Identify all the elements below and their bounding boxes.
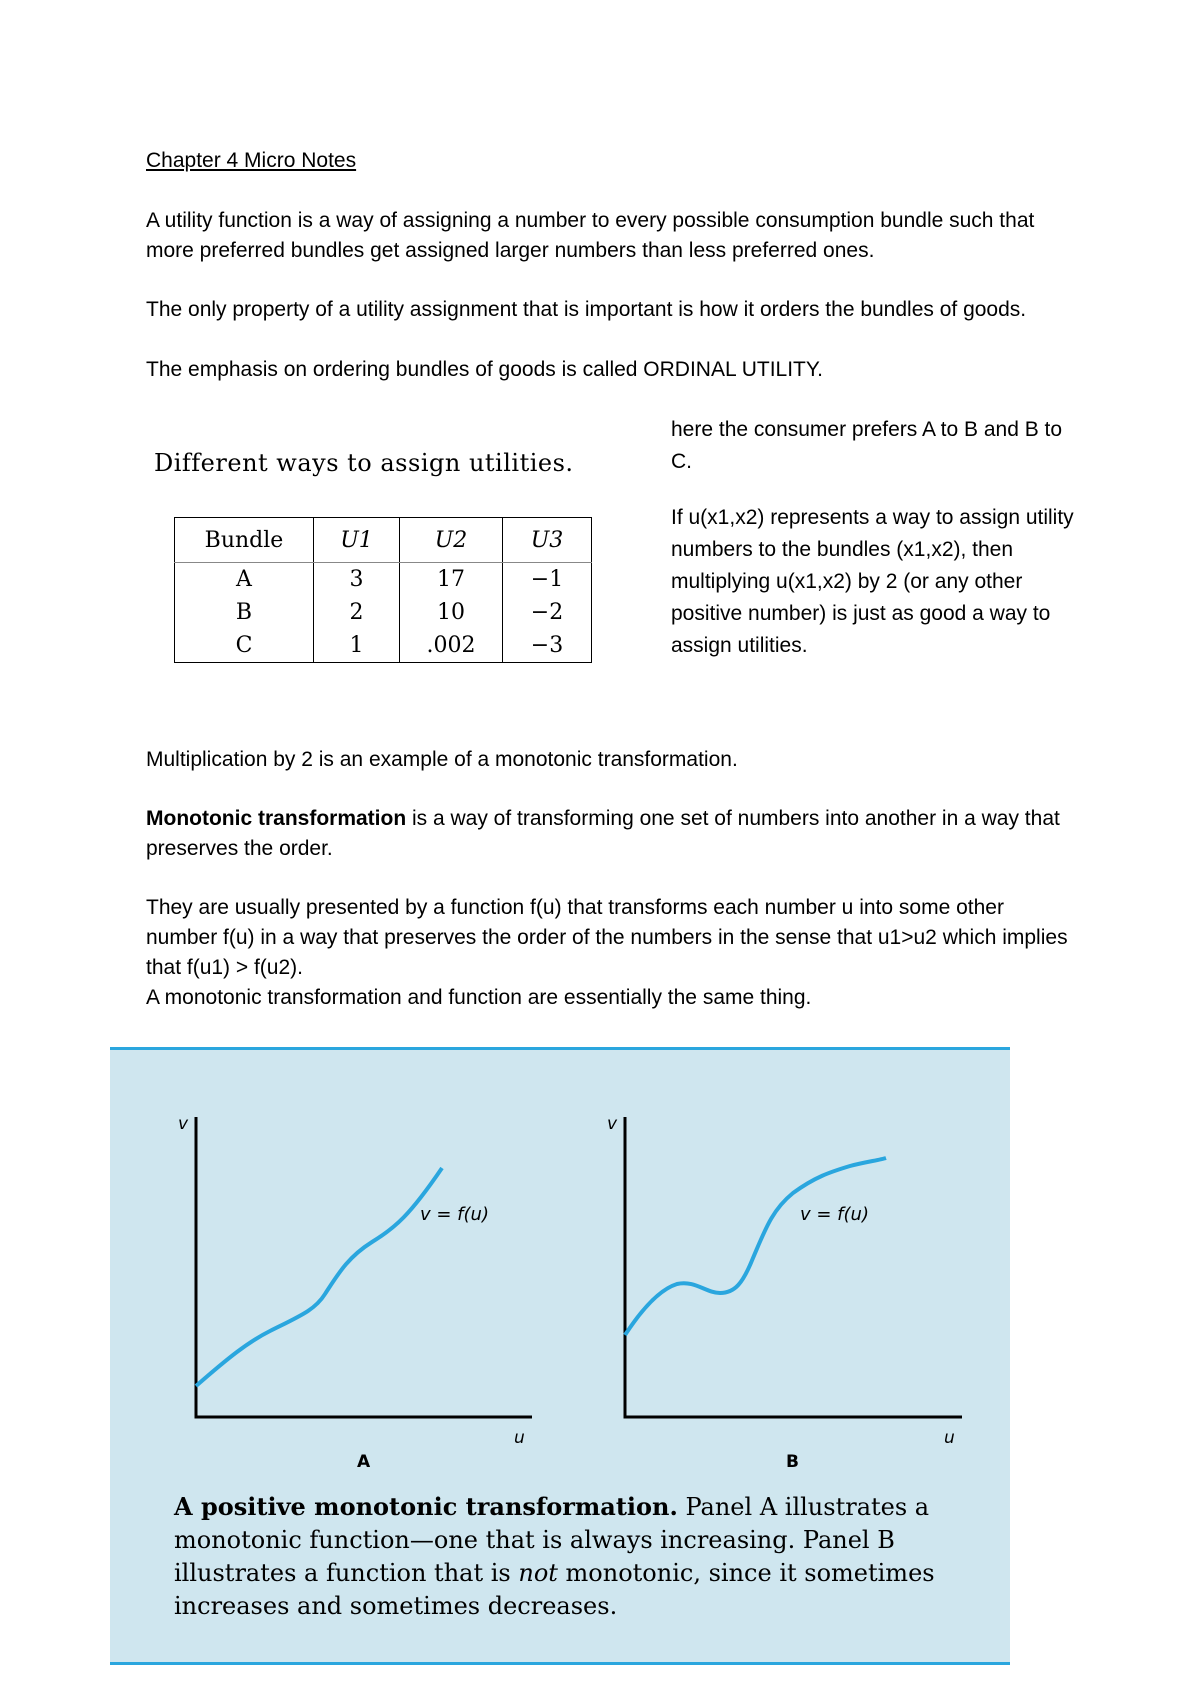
panel-b	[607, 1114, 962, 1470]
table-cell: −1	[503, 563, 592, 597]
table-row	[175, 563, 592, 597]
figure-caption	[174, 1490, 964, 1623]
panel-b-curve	[625, 1158, 886, 1335]
header-bundle: Bundle	[175, 518, 314, 563]
table-cell: 3	[314, 563, 400, 597]
panel-a-curve-label: v = f(u)	[420, 1204, 489, 1225]
table-cell: −3	[503, 629, 592, 663]
monotonic-figure	[110, 1047, 1010, 1665]
table-cell: 17	[400, 563, 503, 597]
panel-a-u-label: u	[514, 1428, 525, 1448]
table-cell: 10	[400, 596, 503, 629]
panel-b-v-label: v	[607, 1114, 618, 1134]
panel-a-axes	[196, 1117, 532, 1417]
table-cell: −2	[503, 596, 592, 629]
paragraph-monotonic-definition	[146, 804, 1076, 864]
page-title: Chapter 4 Micro Notes	[146, 149, 357, 172]
panel-a-v-label: v	[178, 1114, 189, 1134]
header-u3: U3	[503, 518, 592, 563]
figure-panels	[110, 1050, 1010, 1470]
figure-caption-text-1: Panel A illustrates a monotonic function—one that is always increasing. Panel B illustrates a function that is	[174, 1493, 930, 1587]
monotonic-term: Monotonic transformation	[146, 807, 407, 830]
paragraph-ordinal-utility: The emphasis on ordering bundles of goods is called ORDINAL UTILITY.	[146, 358, 824, 381]
table-cell: B	[175, 596, 314, 629]
paragraph-ordering: The only property of a utility assignment that is important is how it orders the bundles of goods.	[146, 298, 1027, 321]
side-note-preferences: here the consumer prefers A to B and B to C.	[671, 418, 1063, 473]
table-row	[175, 629, 592, 663]
header-u1: U1	[314, 518, 400, 563]
table-cell: A	[175, 563, 314, 597]
table-header-row	[175, 518, 592, 563]
paragraph-function-form: They are usually presented by a function f(u) that transforms each number u into some other number f(u) in a way that preserves the order of the numbers in the sense that u1>u2 which implies that f(u1) > f(u2).	[146, 896, 1068, 979]
header-u2: U2	[400, 518, 503, 563]
panel-b-axes	[625, 1117, 962, 1417]
table-caption: Different ways to assign utilities.	[154, 449, 574, 477]
paragraph-equivalence: A monotonic transformation and function are essentially the same thing.	[146, 986, 812, 1009]
panel-b-label: B	[786, 1452, 799, 1470]
paragraph-multiplication: Multiplication by 2 is an example of a monotonic transformation.	[146, 748, 738, 771]
panel-a	[178, 1114, 532, 1470]
table-cell: C	[175, 629, 314, 663]
table-cell: 2	[314, 596, 400, 629]
figure-caption-emphasis: not	[518, 1559, 558, 1587]
panel-b-curve-label: v = f(u)	[800, 1204, 869, 1225]
panel-a-label: A	[357, 1452, 371, 1470]
figure-caption-title: A positive monotonic transformation.	[174, 1492, 678, 1521]
monotonic-definition-text: is a way of transforming one set of numbers into another in a way that preserves the order.	[146, 807, 1060, 860]
side-note-scaling: If u(x1,x2) represents a way to assign utility numbers to the bundles (x1,x2), then multiplying u(x1,x2) by 2 (or any other positive number) is just as good a way to assign utilities.	[671, 506, 1074, 657]
figure-caption-text-2: monotonic, since it sometimes increases and sometimes decreases.	[174, 1559, 935, 1620]
paragraph-utility-function: A utility function is a way of assigning a number to every possible consumption bundle such that more preferred bundles get assigned larger numbers than less preferred ones.	[146, 209, 1035, 262]
utilities-table	[174, 517, 592, 663]
table-cell: .002	[400, 629, 503, 663]
table-cell: 1	[314, 629, 400, 663]
panel-b-u-label: u	[944, 1428, 955, 1448]
panel-a-curve	[196, 1168, 442, 1386]
table-row	[175, 596, 592, 629]
